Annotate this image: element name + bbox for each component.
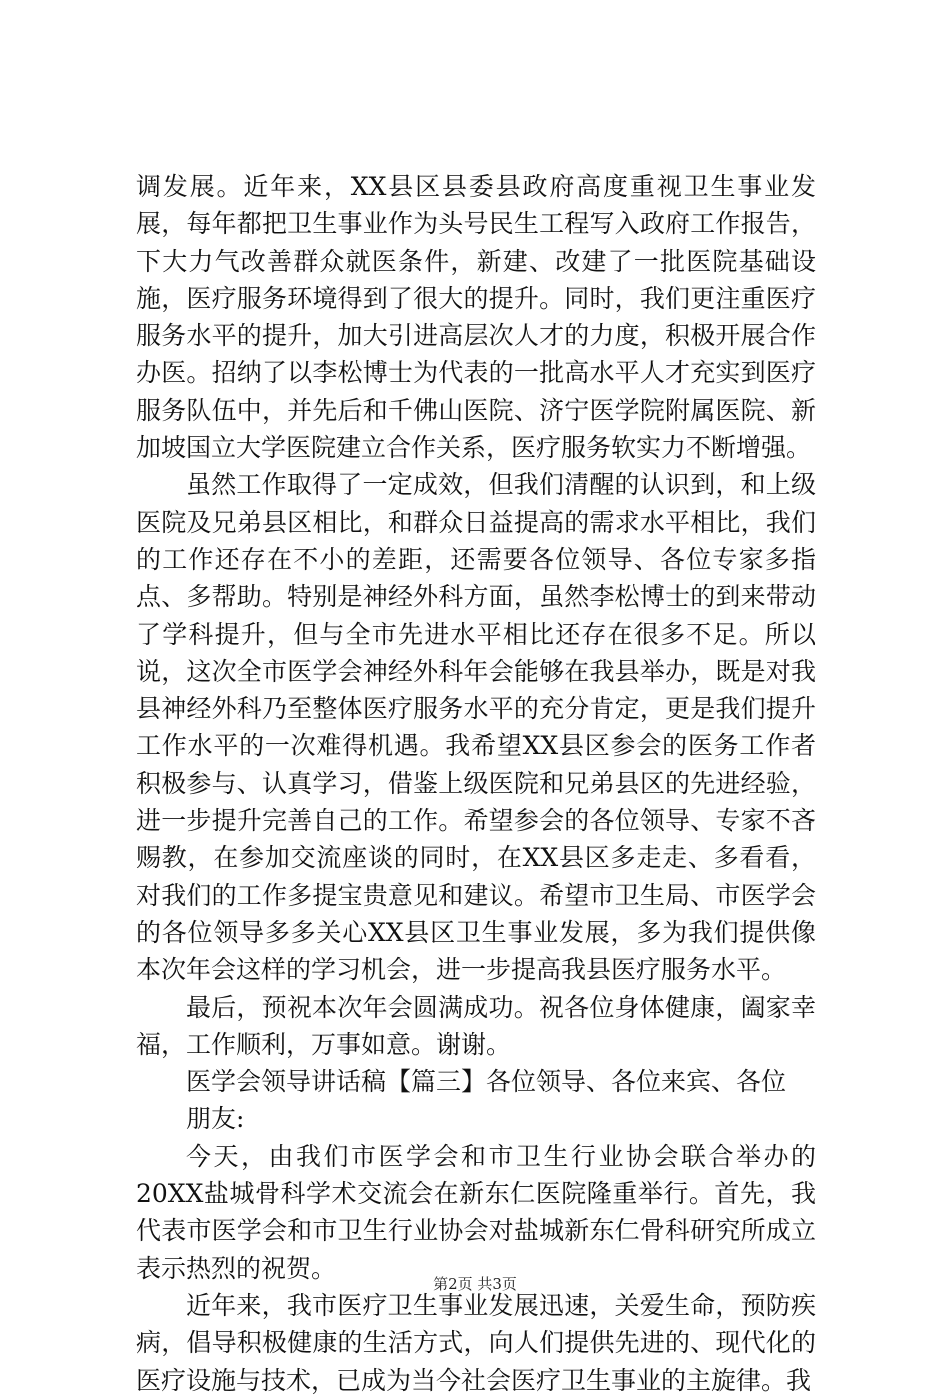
paragraph-2: 虽然工作取得了一定成效，但我们清醒的认识到，和上级医院及兄弟县区相比，和群众日益提高的需求水平相比，我们的工作还存在不小的差距，还需要各位领导、各位专家多指点、多帮助。特别是神经外科方面，虽然李松博士的到来带动了学科提升，但与全市先进水平相比还存在很多不足。所以说，这次全市医学会神经外科年会能够在我县举办，既是对我县神经外科乃至整体医疗服务水平的充分肯定，更是我们提升工作水平的一次难得机遇。我希望XX县区参会的医务工作者积极参与、认真学习，借鉴上级医院和兄弟县区的先进经验，进一步提升完善自己的工作。希望参会的各位领导、专家不吝赐教，在参加交流座谈的同时，在XX县区多走走、多看看，对我们的工作多提宝贵意见和建议。希望市卫生局、市医学会的各位领导多多关心XX县区卫生事业发展，多为我们提供像本次年会这样的学习机会，进一步提高我县医疗服务水平。: [136, 470, 816, 985]
document-body: [136, 168, 816, 1399]
paragraph-3: 最后，预祝本次年会圆满成功。祝各位身体健康，阖家幸福，工作顺利，万事如意。谢谢。: [136, 992, 816, 1059]
section-heading-line-1: 医学会领导讲话稿【篇三】各位领导、各位来宾、各位: [186, 1067, 787, 1097]
paragraph-5: 近年来，我市医疗卫生事业发展迅速，关爱生命，预防疾病，倡导积极健康的生活方式，向人们提供先进的、现代化的医疗设施与技术，已成为当今社会医疗卫生事业的主旋律。我: [136, 1290, 816, 1395]
paragraph-4: 今天，由我们市医学会和市卫生行业协会联合举办的20XX盐城骨科学术交流会在新东仁医院隆重举行。首先，我代表市医学会和市卫生行业协会对盐城新东仁骨科研究所成立表示热烈的祝贺。: [136, 1141, 816, 1283]
section-heading-line-2: 朋友:: [186, 1104, 245, 1134]
page-number-footer: 第2页 共3页: [433, 1275, 517, 1293]
paragraph-1: 调发展。近年来，XX县区县委县政府高度重视卫生事业发展，每年都把卫生事业作为头号民生工程写入政府工作报告，下大力气改善群众就医条件，新建、改建了一批医院基础设施，医疗服务环境得到了很大的提升。同时，我们更注重医疗服务水平的提升，加大引进高层次人才的力度，积极开展合作办医。招纳了以李松博士为代表的一批高水平人才充实到医疗服务队伍中，并先后和千佛山医院、济宁医学院附属医院、新加坡国立大学医院建立合作关系，医疗服务软实力不断增强。: [136, 172, 816, 463]
